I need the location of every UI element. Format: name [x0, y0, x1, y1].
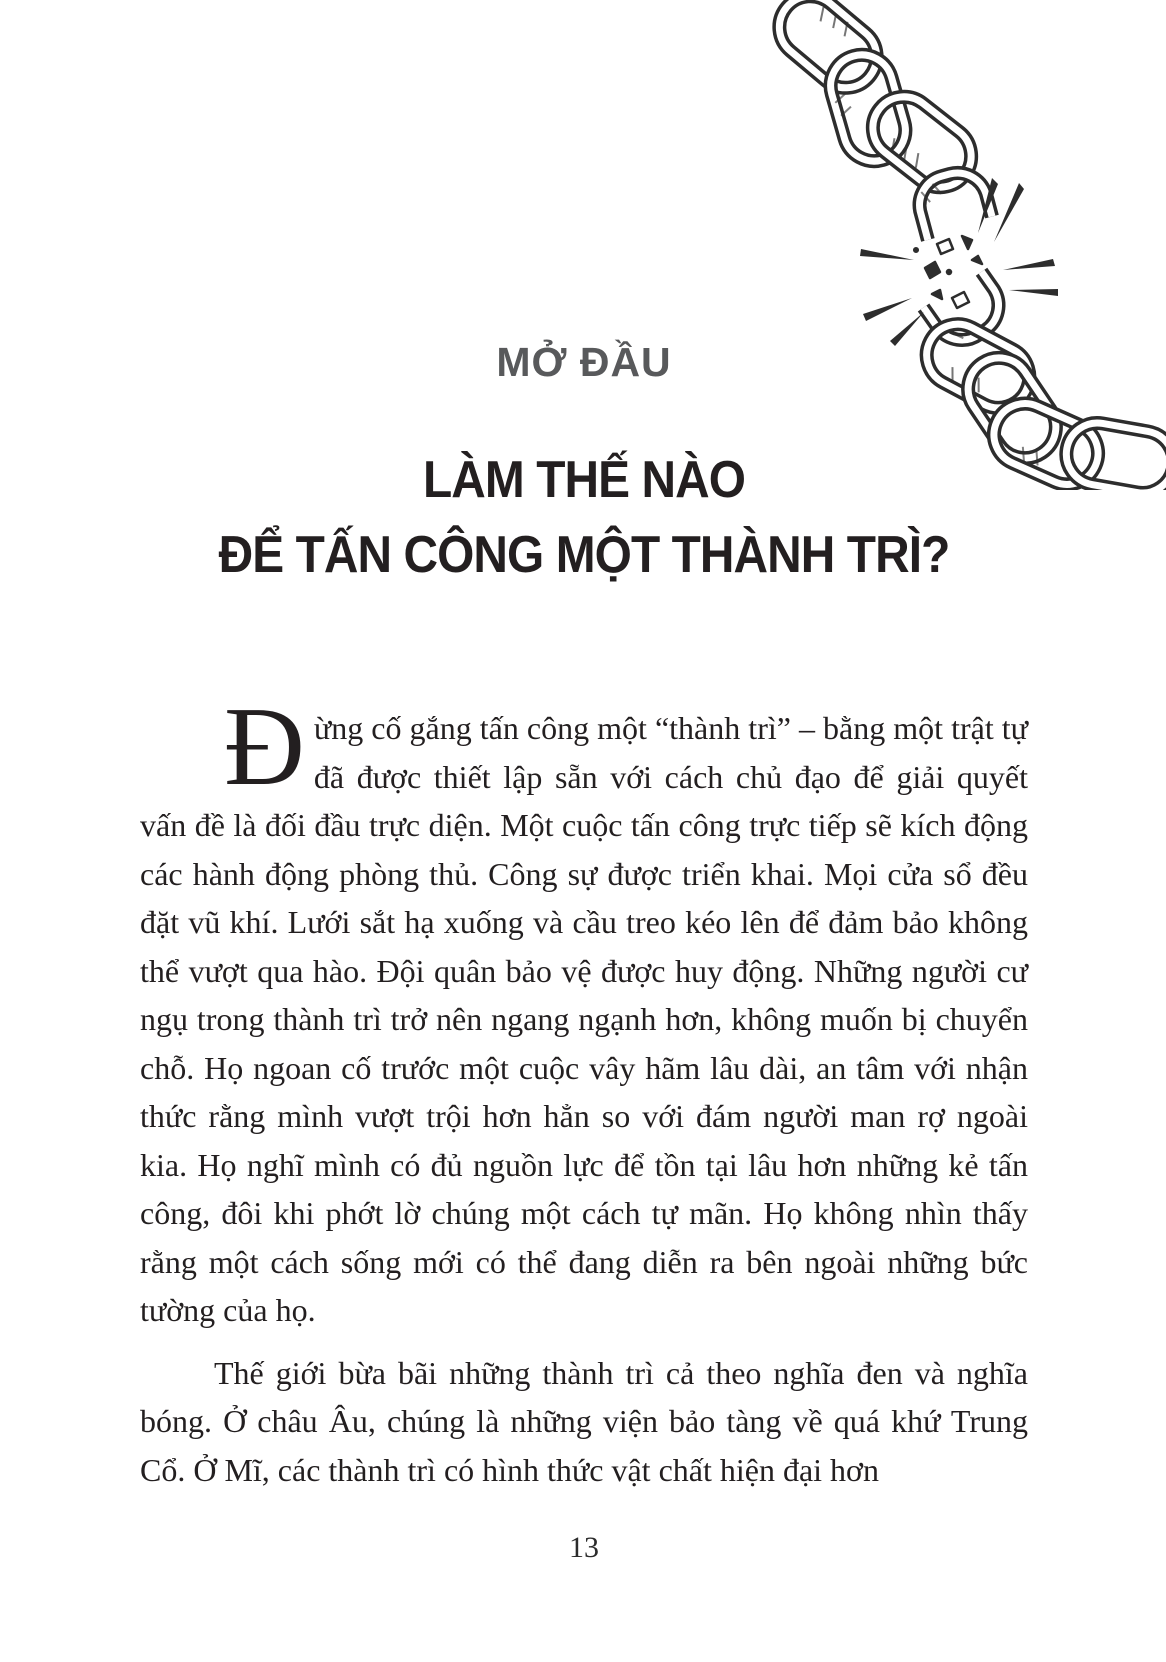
- paragraph-2: Thế giới bừa bãi những thành trì cả theo nghĩa đen và nghĩa bóng. Ở châu Âu, chúng là những viện bảo tàng về quá khứ Trung Cổ. Ở Mĩ, các thành trì có hình thức vật chất hiện đại hơn: [140, 1354, 1028, 1488]
- drop-cap: Đ: [224, 685, 305, 809]
- chapter-title-line1: LÀM THẾ NÀO: [422, 451, 746, 509]
- paragraph-1-text: ừng cố gắng tấn công một “thành trì” – bằng một trật tự đã được thiết lập sẵn với cách chủ đạo để giải quyết vấn đề là đối đầu trực diện. Một cuộc tấn công trực tiếp sẽ kích động các hành động phòng thủ. Công sự được triển khai. Mọi cửa sổ đều đặt vũ khí. Lưới sắt hạ xuống và cầu treo kéo lên để đảm bảo không thể vượt qua hào. Đội quân bảo vệ được huy động. Những người cư ngụ trong thành trì trở nên ngang ngạnh hơn, không muốn bị chuyển chỗ. Họ ngoan cố trước một cuộc vây hãm lâu dài, an tâm với nhận thức rằng mình vượt trội hơn hẳn so với đám người man rợ ngoài kia. Họ nghĩ mình có đủ nguồn lực để tồn tại lâu hơn những kẻ tấn công, đôi khi phớt lờ chúng một cách tự mãn. Họ không nhìn thấy rằng một cách sống mới có thể đang diễn ra bên ngoài những bức tường của họ.: [140, 710, 1028, 1328]
- paragraph-1: [140, 685, 1028, 1335]
- broken-chain-icon: [706, 0, 1166, 490]
- chapter-title-line2: ĐỂ TẤN CÔNG MỘT THÀNH TRÌ?: [218, 526, 950, 584]
- chapter-title: [176, 443, 993, 593]
- body-text: [140, 685, 1028, 1494]
- page-number: 13: [569, 1531, 599, 1564]
- chapter-kicker: MỞ ĐẦU: [496, 339, 672, 385]
